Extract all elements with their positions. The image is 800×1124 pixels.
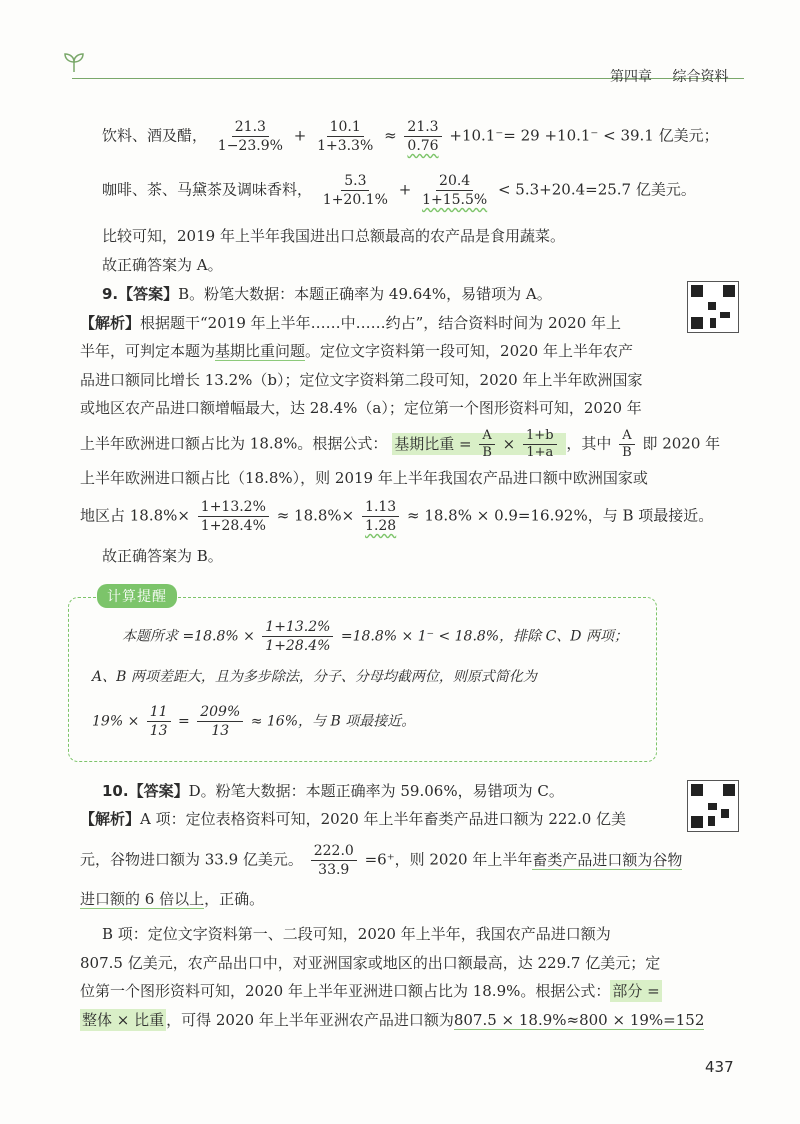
calculation-tip-label: 计算提醒 — [97, 584, 177, 608]
q10-analysis-line-4: B 项：定位文字资料第一、二段可知，2020 年上半年，我国农产品进口额为 — [102, 925, 611, 943]
intro-line-1: 饮料、酒及醋， $\frac{21.3}{1-23.9\%}$ + $\frac{10.1}{1+3.3\%}$ ≈ $\frac{21.3}{0.76}$ +10.1⁻= 29 +10.1⁻ < 39.1 亿美元； — [102, 119, 719, 154]
q9-analysis-line-4: 或地区农产品进口额增幅最大，达 28.4%（a）；定位第一个图形资料可知，2020 年 — [80, 399, 642, 417]
q9-analysis-line-6: 上半年欧洲进口额占比（18.8%），则 2019 年上半年我国农产品进口额中欧洲国家或 — [80, 469, 648, 487]
q10-analysis-line-5: 807.5 亿美元，农产品出口中，对亚洲国家或地区的出口额最高，达 229.7 亿美元；定 — [80, 954, 661, 972]
fraction: $\frac{5.3}{1+20.1\%}$ — [322, 173, 388, 208]
tip-line-1: 本题所求 =18.8% × $\frac{1+13.2\%}{1+28.4\%}$ =18.8% × 1⁻ < 18.8%，排除 C、D 两项； — [122, 619, 628, 654]
q9-analysis-line-2: 半年，可判定本题为基期比重问题。定位文字资料第一段可知，2020 年上半年农产 — [80, 342, 633, 360]
tip-line-2: A、B 两项差距大，且为多步除法，分子、分母均截两位，则原式简化为 — [92, 669, 537, 685]
fraction: $\frac{20.4}{1+15.5\%}$ — [422, 173, 488, 208]
formula-highlight: 基期比重 = $\frac{A}{B}$ × $\frac{1+b}{1+a}$ — [392, 433, 566, 455]
page-number: 437 — [705, 1058, 734, 1076]
qr-code-icon — [687, 281, 739, 333]
q10-analysis-line-2: 元，谷物进口额为 33.9 亿美元。 $\frac{222.0}{33.9}$ =6⁺，则 2020 年上半年畜类产品进口额为谷物 — [80, 843, 683, 878]
tip-line-3: 19% × $\frac{11}{13}$ = $\frac{209\%}{13}$ ≈ 16%，与 B 项最接近。 — [92, 704, 416, 739]
q10-answer-line: 10.【答案】D。粉笔大数据：本题正确率为 59.06%，易错项为 C。 — [102, 782, 564, 800]
chapter-number: 第四章 — [610, 69, 652, 85]
q9-answer-line: 9.【答案】B。粉笔大数据：本题正确率为 49.64%，易错项为 A。 — [102, 285, 552, 303]
q9-analysis-line-3: 品进口额同比增长 13.2%（b）；定位文字资料第二段可知，2020 年上半年欧洲国家 — [80, 371, 643, 389]
qr-code-icon — [687, 780, 739, 832]
q9-conclusion: 故正确答案为 B。 — [102, 547, 223, 565]
chapter-label — [610, 66, 728, 86]
intro-line-4: 故正确答案为 A。 — [102, 256, 223, 274]
q10-analysis-line-7: 整体 × 比重 ，可得 2020 年上半年亚洲农产品进口额为807.5 × 18.9%≈800 × 19%=152 — [82, 1011, 705, 1029]
chapter-title: 综合资料 — [672, 69, 729, 85]
intro-line-3: 比较可知，2019 年上半年我国进出口总额最高的农产品是食用蔬菜。 — [102, 227, 565, 245]
q10-analysis-line-3: 进口额的 6 倍以上，正确。 — [80, 890, 265, 908]
q9-analysis-line-1: 【解析】根据题干“2019 年上半年……中……约占”，结合资料时间为 2020 年上 — [80, 314, 622, 332]
fraction: $\frac{21.3}{1-23.9\%}$ — [217, 119, 283, 154]
q10-analysis-line-6: 位第一个图形资料可知，2020 年上半年亚洲进口额占比为 18.9%。根据公式： 部分 = — [80, 982, 660, 1000]
q9-analysis-line-5: 上半年欧洲进口额占比为 18.8%。根据公式： 基期比重 = $\frac{A}{B}$ × $\frac{1+b}{1+a}$ ，其中 $\frac{A}{B}$ 即 2020 年 — [80, 428, 721, 460]
fraction: $\frac{21.3}{0.76}$ — [404, 118, 441, 155]
fraction: $\frac{10.1}{1+3.3\%}$ — [317, 119, 374, 154]
intro-line-2: 咖啡、茶、马黛茶及调味香料， $\frac{5.3}{1+20.1\%}$ + $\frac{20.4}{1+15.5\%}$ < 5.3+20.4=25.7 亿美元。 — [102, 173, 696, 208]
q9-analysis-line-7: 地区占 18.8%× $\frac{1+13.2\%}{1+28.4\%}$ ≈ 18.8%× $\frac{1.13}{1.28}$ ≈ 18.8% × 0.9=16.92%，与 B 项最接近。 — [80, 499, 714, 534]
sprout-logo-icon — [62, 50, 86, 74]
q10-analysis-line-1: 【解析】A 项：定位表格资料可知，2020 年上半年畜类产品进口额为 222.0 亿美 — [80, 810, 627, 828]
